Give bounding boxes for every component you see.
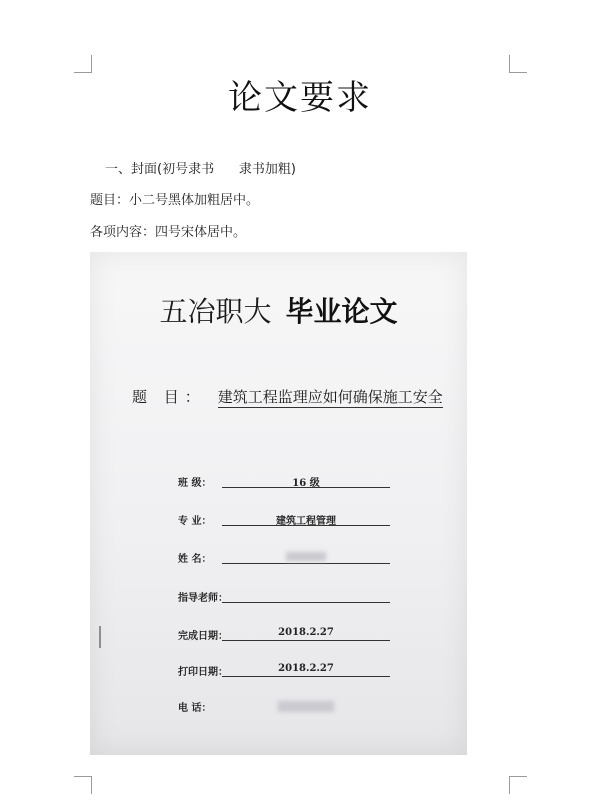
cover-topic	[132, 386, 443, 407]
redaction-blur	[286, 552, 326, 561]
requirement-cover: 一、封面(初号隶书 隶书加粗)	[105, 162, 296, 177]
field-name	[178, 550, 222, 566]
field-label: 班 级：	[178, 478, 212, 489]
requirement-items: 各项内容：四号宋体居中。	[90, 225, 247, 240]
cover-school-name: 五冶职大	[159, 295, 272, 328]
page-title: 论文要求	[228, 78, 372, 118]
field-label: 专 业：	[178, 516, 212, 527]
pen-mark	[99, 626, 101, 648]
field-value: 2018.2.27	[222, 627, 390, 641]
topic-label: 题 目：	[132, 388, 206, 406]
field-value-redacted	[222, 699, 390, 712]
field-completion-date	[178, 627, 334, 643]
field-label: 指导老师：	[178, 593, 228, 604]
field-label: 打印日期：	[178, 667, 228, 678]
field-value-redacted	[222, 550, 390, 564]
field-value: 2018.2.27	[222, 663, 390, 677]
field-label: 完成日期：	[178, 631, 228, 642]
field-phone	[178, 699, 222, 715]
field-value: 16 级	[222, 474, 390, 488]
field-value	[222, 589, 390, 603]
redaction-blur	[278, 701, 334, 712]
requirement-title: 题目：小二号黑体加粗居中。	[90, 193, 260, 208]
field-value: 建筑工程管理	[222, 512, 390, 526]
cover-thesis-label: 毕业论文	[285, 295, 398, 328]
field-print-date	[178, 663, 334, 679]
cover-photo	[90, 252, 467, 755]
field-label: 姓 名：	[178, 554, 212, 565]
cover-heading	[90, 290, 467, 330]
field-advisor	[178, 589, 228, 605]
field-label: 电 话：	[178, 703, 212, 714]
field-class	[178, 474, 320, 490]
field-major	[178, 512, 336, 528]
topic-value: 建筑工程监理应如何确保施工安全	[217, 388, 443, 406]
crop-mark-bottom-right	[509, 776, 527, 794]
crop-mark-bottom-left	[74, 776, 92, 794]
